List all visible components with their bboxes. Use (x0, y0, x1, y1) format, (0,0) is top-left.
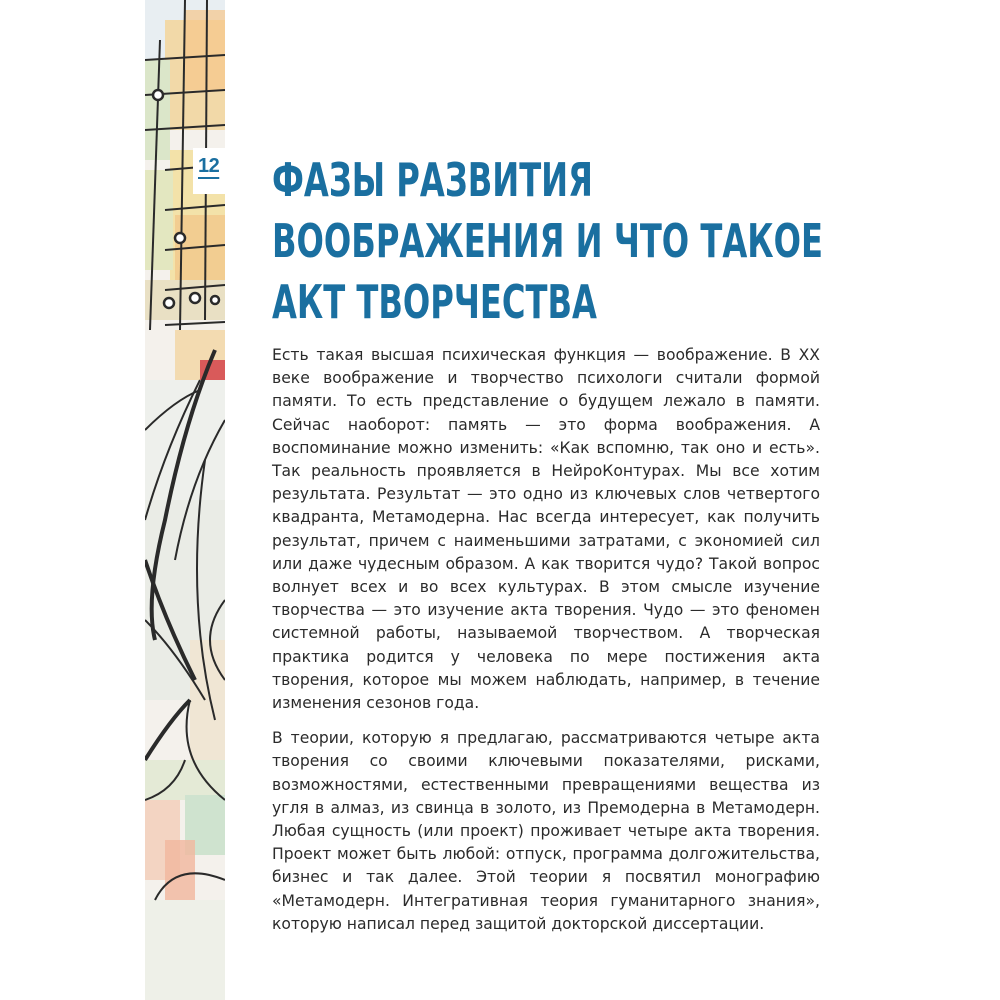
chapter-title-line-2: ВООБРАЖЕНИЯ И ЧТО ТАКОЕ (272, 214, 823, 268)
chapter-title-line-3: АКТ ТВОРЧЕСТВА (272, 275, 597, 329)
paragraph-2: В теории, которую я предлагаю, рассматриваются четыре акта творения со своими ключевыми показателями, рисками, возможностями, естественными превращениями вещества из угля в алмаз, из свинца в золото, из Премодерна в Метамодерн. Любая сущность (или проект) проживает четыре акта творения. Проект может быть любой: отпуск, программа долгожительства, бизнес и так далее. Этой теории я посвятил монографию «Метамодерн. Интегративная теория гуманитарного знания», которую написал перед защитой докторской диссертации. (272, 729, 820, 933)
chapter-title (272, 150, 823, 333)
paragraph-1: Есть такая высшая психическая функция — воображение. В XX веке воображение и творчество психологи считали формой памяти. То есть представление о будущем лежало в памяти. Сейчас наоборот: память — это форма воображения. А воспоминание можно изменить: «Как вспомню, так оно и есть». Так реальность проявляется в НейроКонтурах. Мы все хотим результата. Результат — это одно из ключевых слов четвертого квадранта, Метамодерна. Нас всегда интересует, как получить результат, причем с наименьшими затратами, с экономией сил или даже чудесным образом. А как творится чудо? Такой вопрос волнует всех и во всех культурах. В этом смысле изучение творчества — это изучение акта творения. Чудо — это феномен системной работы, называемой творчеством. А творческая практика родится у человека по мере постижения акта творения, которое мы можем наблюдать, например, в течение изменения сезонов года. (272, 346, 820, 713)
page-number: 12 (198, 155, 220, 177)
body-text (272, 344, 820, 948)
chapter-title-line-1: ФАЗЫ РАЗВИТИЯ (272, 153, 593, 207)
